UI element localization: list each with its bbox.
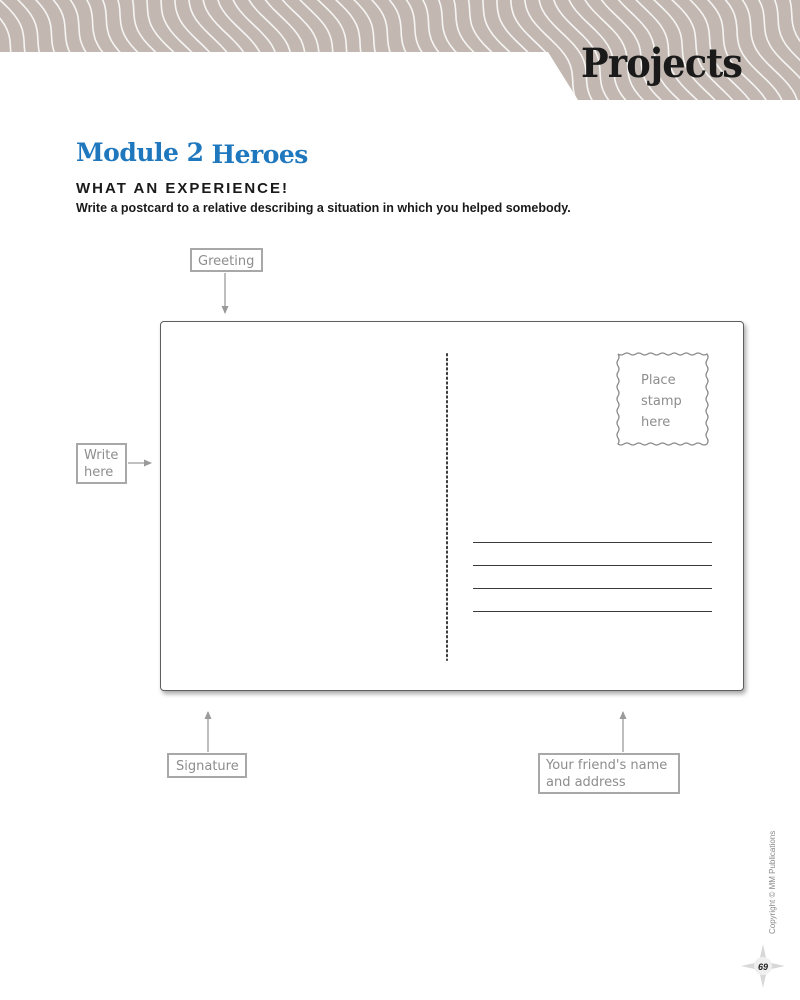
address-line[interactable]	[473, 611, 712, 612]
greeting-label-text: Greeting	[198, 254, 255, 269]
signature-label-text: Signature	[176, 759, 239, 774]
task-instructions: Write a postcard to a relative describing a situation in which you helped somebody.	[76, 201, 571, 215]
task-heading: WHAT AN EXPERIENCE!	[76, 180, 290, 197]
module-name: Heroes	[211, 140, 308, 169]
address-line[interactable]	[473, 565, 712, 566]
copyright-notice: Copyright © MM Publications	[768, 830, 777, 934]
write-here-line-1: Write	[84, 448, 119, 463]
section-title: Projects	[580, 40, 742, 87]
write-here-line-2: here	[84, 465, 114, 480]
address-label-line-2: and address	[546, 775, 626, 790]
address-line[interactable]	[473, 588, 712, 589]
address-label-line-1: Your friend's name	[546, 758, 668, 773]
module-label: Module 2	[76, 138, 204, 167]
address-line[interactable]	[473, 542, 712, 543]
stamp-text-line-2: stamp	[641, 394, 682, 409]
page-number: 69	[757, 962, 768, 972]
stamp-text-line-3: here	[641, 415, 671, 430]
stamp-text-line-1: Place	[641, 373, 676, 388]
